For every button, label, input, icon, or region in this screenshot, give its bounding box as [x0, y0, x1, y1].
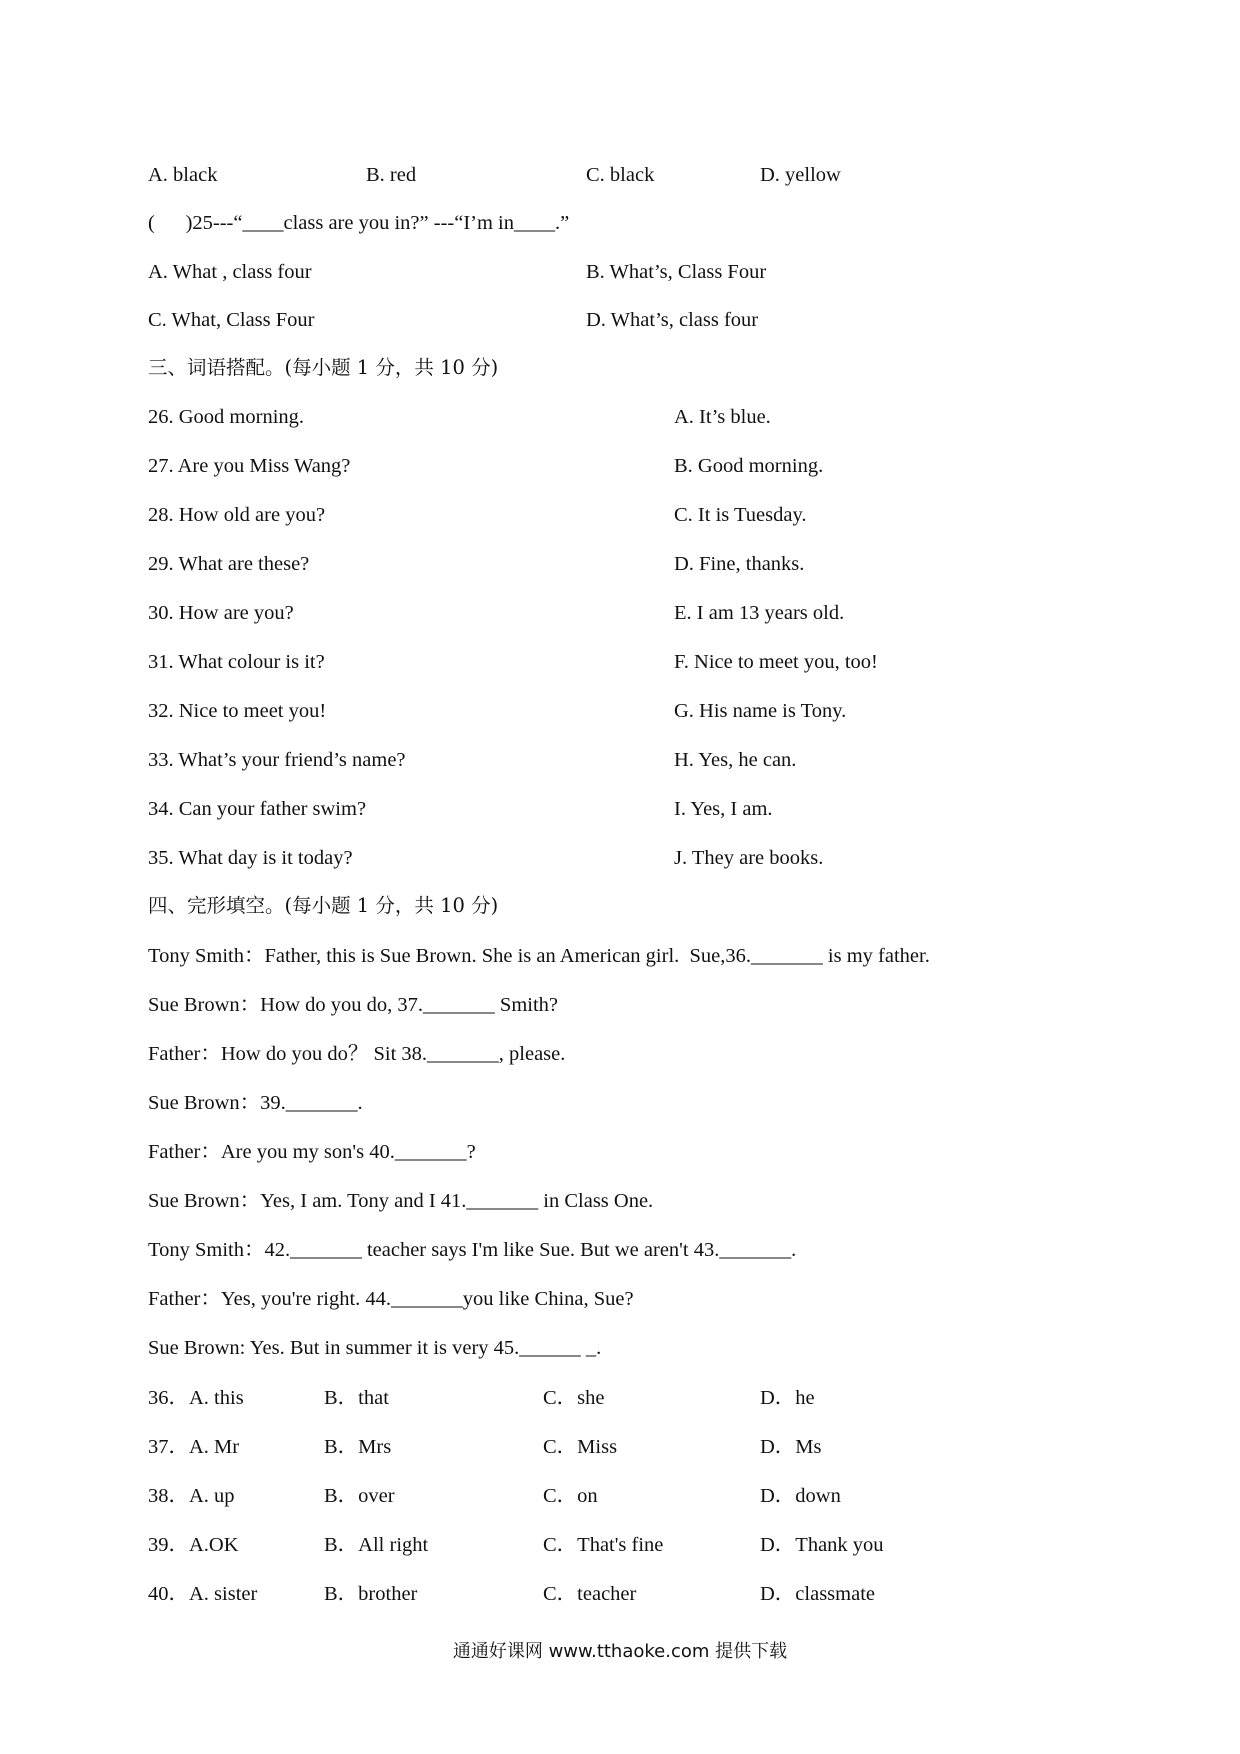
choice-d: D．Ms	[760, 1436, 822, 1458]
match-question: 32. Nice to meet you!	[148, 700, 327, 722]
match-answer: D. Fine, thanks.	[674, 553, 805, 575]
option-d: D. What’s, class four	[586, 309, 759, 331]
choice-a: 36．A. this	[148, 1387, 244, 1409]
q25-options-row-1	[148, 262, 1048, 288]
dialogue-line: Sue Brown：Yes, I am. Tony and I 41._______ in Class One.	[148, 1190, 654, 1212]
choice-d: D．down	[760, 1485, 841, 1507]
choice-c: C．Miss	[543, 1436, 618, 1458]
option-b: B. What’s, Class Four	[586, 261, 767, 283]
section3-title: 三、词语搭配。(每小题 1 分，共 10 分)	[148, 356, 499, 379]
match-row	[148, 554, 1048, 580]
section4-title: 四、完形填空。(每小题 1 分，共 10 分)	[148, 894, 499, 917]
dialogue-line: Tony Smith：42._______ teacher says I'm like Sue. But we aren't 43._______.	[148, 1239, 797, 1261]
choice-row	[148, 1388, 1048, 1414]
page-footer: 通通好课网 www.tthaoke.com 提供下载	[452, 1641, 788, 1662]
match-answer: H. Yes, he can.	[674, 749, 797, 771]
choice-a: 37．A. Mr	[148, 1436, 240, 1458]
choice-a: 40．A. sister	[148, 1583, 258, 1605]
match-row	[148, 505, 1048, 531]
match-answer: F. Nice to meet you, too!	[674, 651, 878, 673]
match-row	[148, 456, 1048, 482]
dialogue-line: Sue Brown: Yes. But in summer it is very 45.______ _.	[148, 1337, 602, 1359]
match-row	[148, 407, 1048, 433]
choice-b: B．over	[324, 1485, 395, 1507]
choice-row	[148, 1535, 1048, 1561]
option-b: B. red	[366, 164, 417, 186]
match-answer: J. They are books.	[674, 847, 824, 869]
choice-a: 38．A. up	[148, 1485, 235, 1507]
match-question: 28. How old are you?	[148, 504, 326, 526]
dialogue-line: Father：Yes, you're right. 44._______you like China, Sue?	[148, 1288, 634, 1310]
q24-options-row	[148, 165, 1048, 191]
match-answer: C. It is Tuesday.	[674, 504, 807, 526]
match-question: 29. What are these?	[148, 553, 310, 575]
match-answer: A. It’s blue.	[674, 406, 771, 428]
match-question: 31. What colour is it?	[148, 651, 325, 673]
option-a: A. black	[148, 164, 218, 186]
match-question: 33. What’s your friend’s name?	[148, 749, 406, 771]
match-answer: G. His name is Tony.	[674, 700, 847, 722]
match-row	[148, 799, 1048, 825]
choice-row	[148, 1584, 1048, 1610]
dialogue-line: Sue Brown：39._______.	[148, 1092, 363, 1114]
choice-d: D．he	[760, 1387, 815, 1409]
match-answer: E. I am 13 years old.	[674, 602, 845, 624]
option-a: A. What , class four	[148, 261, 312, 283]
match-question: 26. Good morning.	[148, 406, 305, 428]
match-row	[148, 848, 1048, 874]
choice-c: C．she	[543, 1387, 605, 1409]
dialogue-line: Tony Smith：Father, this is Sue Brown. She is an American girl. Sue,36._______ is my father.	[148, 945, 930, 967]
choice-d: D．classmate	[760, 1583, 875, 1605]
choice-row	[148, 1437, 1048, 1463]
match-row	[148, 701, 1048, 727]
choice-c: C．on	[543, 1485, 598, 1507]
q25-stem: ( )25---“____class are you in?” ---“I’m in____.”	[148, 212, 570, 234]
match-row	[148, 750, 1048, 776]
match-row	[148, 603, 1048, 629]
option-d: D. yellow	[760, 164, 841, 186]
choice-c: C．teacher	[543, 1583, 637, 1605]
choice-c: C．That's fine	[543, 1534, 664, 1556]
q25-options-row-2	[148, 310, 1048, 336]
match-question: 27. Are you Miss Wang?	[148, 455, 351, 477]
choice-b: B．Mrs	[324, 1436, 392, 1458]
option-c: C. black	[586, 164, 655, 186]
choice-b: B．All right	[324, 1534, 429, 1556]
dialogue-line: Sue Brown：How do you do, 37._______ Smith?	[148, 994, 558, 1016]
match-question: 35. What day is it today?	[148, 847, 353, 869]
option-c: C. What, Class Four	[148, 309, 315, 331]
dialogue-line: Father：Are you my son's 40._______?	[148, 1141, 476, 1163]
match-answer: I. Yes, I am.	[674, 798, 773, 820]
dialogue-line: Father：How do you do？ Sit 38._______, please.	[148, 1043, 566, 1065]
choice-row	[148, 1486, 1048, 1512]
match-answer: B. Good morning.	[674, 455, 824, 477]
choice-a: 39．A.OK	[148, 1534, 239, 1556]
choice-b: B．that	[324, 1387, 389, 1409]
match-question: 34. Can your father swim?	[148, 798, 367, 820]
match-row	[148, 652, 1048, 678]
choice-d: D．Thank you	[760, 1534, 884, 1556]
choice-b: B．brother	[324, 1583, 418, 1605]
match-question: 30. How are you?	[148, 602, 294, 624]
